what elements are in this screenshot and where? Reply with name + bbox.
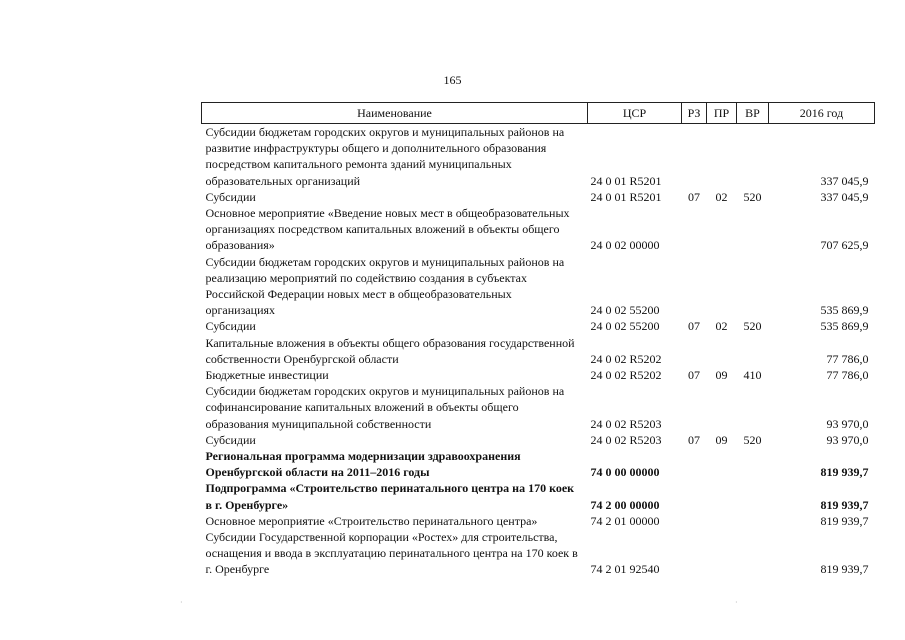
cell-pr — [707, 529, 737, 578]
cell-name: Капитальные вложения в объекты общего образования государственной собственности Оренбургской области — [205, 335, 575, 366]
cell-csr: 74 2 01 92540 — [590, 562, 660, 577]
cell-name: Региональная программа модернизации здравоохранения Оренбургской области на 2011–2016 годы — [205, 449, 521, 480]
cell-name: Основное мероприятие «Строительство перинатального центра» — [205, 513, 538, 528]
cell-name: Субсидии — [205, 319, 256, 334]
cell-vr — [737, 335, 769, 367]
cell-name: Субсидии — [205, 189, 256, 204]
cell-vr: 520 — [743, 189, 762, 204]
cell-csr: 74 2 00 00000 — [590, 497, 660, 512]
table-row — [202, 367, 875, 383]
cell-pr — [707, 205, 737, 254]
table-row — [202, 124, 875, 189]
cell-rz — [682, 513, 707, 529]
cell-name: Подпрограмма «Строительство перинатального центра на 170 коек в г. Оренбурге» — [205, 481, 575, 512]
table-header-row — [202, 103, 875, 124]
cell-vr — [737, 383, 769, 432]
cell-amount: 819 939,7 — [820, 562, 869, 577]
table-row — [202, 189, 875, 205]
cell-rz — [682, 529, 707, 578]
cell-vr: 520 — [743, 319, 762, 334]
cell-pr: 02 — [715, 189, 728, 204]
cell-csr: 74 0 00 00000 — [590, 465, 660, 480]
cell-name: Бюджетные инвестиции — [205, 368, 329, 383]
table-row — [202, 480, 875, 512]
cell-pr — [707, 124, 737, 189]
cell-rz — [682, 480, 707, 512]
cell-amount: 337 045,9 — [820, 173, 869, 188]
cell-csr: 24 0 01 R5201 — [590, 173, 662, 188]
cell-csr: 24 0 02 55200 — [590, 319, 660, 334]
cell-amount: 77 786,0 — [826, 368, 869, 383]
header-year: 2016 год — [769, 103, 875, 124]
cell-vr — [737, 254, 769, 319]
cell-amount: 93 970,0 — [826, 432, 869, 447]
table-row — [202, 513, 875, 529]
cell-rz: 07 — [688, 189, 700, 204]
table-row — [202, 529, 875, 578]
cell-rz — [682, 383, 707, 432]
header-name: Наименование — [202, 103, 588, 124]
table-row — [202, 448, 875, 480]
cell-name: Субсидии — [205, 432, 256, 447]
cell-pr — [707, 254, 737, 319]
cell-vr — [737, 448, 769, 480]
cell-rz: 07 — [688, 319, 700, 334]
cell-csr: 24 0 02 R5203 — [590, 432, 662, 447]
cell-pr — [707, 335, 737, 367]
table-row — [202, 383, 875, 432]
cell-amount: 819 939,7 — [820, 513, 869, 528]
cell-csr: 74 2 01 00000 — [590, 513, 660, 528]
table-body — [202, 124, 875, 578]
cell-csr: 24 0 02 55200 — [590, 303, 660, 318]
cell-vr — [737, 124, 769, 189]
scan-artifact: · — [735, 598, 738, 607]
cell-amount: 337 045,9 — [820, 189, 869, 204]
cell-vr: 410 — [743, 368, 762, 383]
table-row — [202, 335, 875, 367]
table-row — [202, 318, 875, 334]
cell-vr — [737, 529, 769, 578]
header-rz: РЗ — [682, 103, 707, 124]
cell-pr: 02 — [715, 319, 728, 334]
budget-table — [201, 102, 875, 578]
cell-name: Субсидии бюджетам городских округов и муниципальных районов на софинансирование капитальных вложений в объекты общего образования муниципальной собственности — [205, 384, 565, 431]
cell-vr — [737, 480, 769, 512]
header-csr: ЦСР — [588, 103, 682, 124]
cell-amount: 819 939,7 — [820, 497, 869, 512]
cell-rz — [682, 335, 707, 367]
scan-artifact: · — [180, 598, 183, 607]
cell-csr: 24 0 01 R5201 — [590, 189, 662, 204]
cell-csr: 24 0 02 00000 — [590, 238, 660, 253]
cell-vr: 520 — [743, 432, 762, 447]
table-row — [202, 432, 875, 448]
cell-pr: 09 — [715, 368, 728, 383]
cell-vr — [737, 513, 769, 529]
cell-rz — [682, 448, 707, 480]
cell-rz: 07 — [688, 432, 700, 447]
cell-pr — [707, 480, 737, 512]
cell-name: Субсидии бюджетам городских округов и муниципальных районов на реализацию мероприятий по содействию создания в субъектах Российской Федерации новых мест в общеобразовательных организациях — [205, 254, 565, 318]
cell-pr — [707, 513, 737, 529]
cell-csr: 24 0 02 R5202 — [590, 368, 662, 383]
cell-pr — [707, 383, 737, 432]
table-row — [202, 205, 875, 254]
cell-amount: 819 939,7 — [820, 465, 869, 480]
cell-rz — [682, 124, 707, 189]
cell-name: Основное мероприятие «Введение новых мест в общеобразовательных организациях посредством капитальных вложений в объекты общего образования» — [205, 206, 570, 253]
cell-pr: 09 — [715, 432, 728, 447]
cell-csr: 24 0 02 R5202 — [590, 351, 662, 366]
table-row — [202, 254, 875, 319]
cell-name: Субсидии бюджетам городских округов и муниципальных районов на развитие инфраструктуры общего и дополнительного образования посредством капитального ремонта зданий муниципальных образовательных организаций — [205, 125, 565, 188]
cell-csr: 24 0 02 R5203 — [590, 416, 662, 431]
cell-vr — [737, 205, 769, 254]
cell-pr — [707, 448, 737, 480]
cell-amount: 535 869,9 — [820, 303, 869, 318]
cell-amount: 707 625,9 — [820, 238, 869, 253]
cell-amount: 93 970,0 — [826, 416, 869, 431]
cell-rz — [682, 254, 707, 319]
cell-rz: 07 — [688, 368, 700, 383]
page-number: 165 — [443, 73, 462, 87]
cell-rz — [682, 205, 707, 254]
cell-amount: 535 869,9 — [820, 319, 869, 334]
header-vr: ВР — [737, 103, 769, 124]
cell-amount: 77 786,0 — [826, 351, 869, 366]
cell-name: Субсидии Государственной корпорации «Ростех» для строительства, оснащения и ввода в эксплуатацию перинатального центра на 170 коек в г. Оренбурге — [205, 530, 578, 577]
header-pr: ПР — [707, 103, 737, 124]
